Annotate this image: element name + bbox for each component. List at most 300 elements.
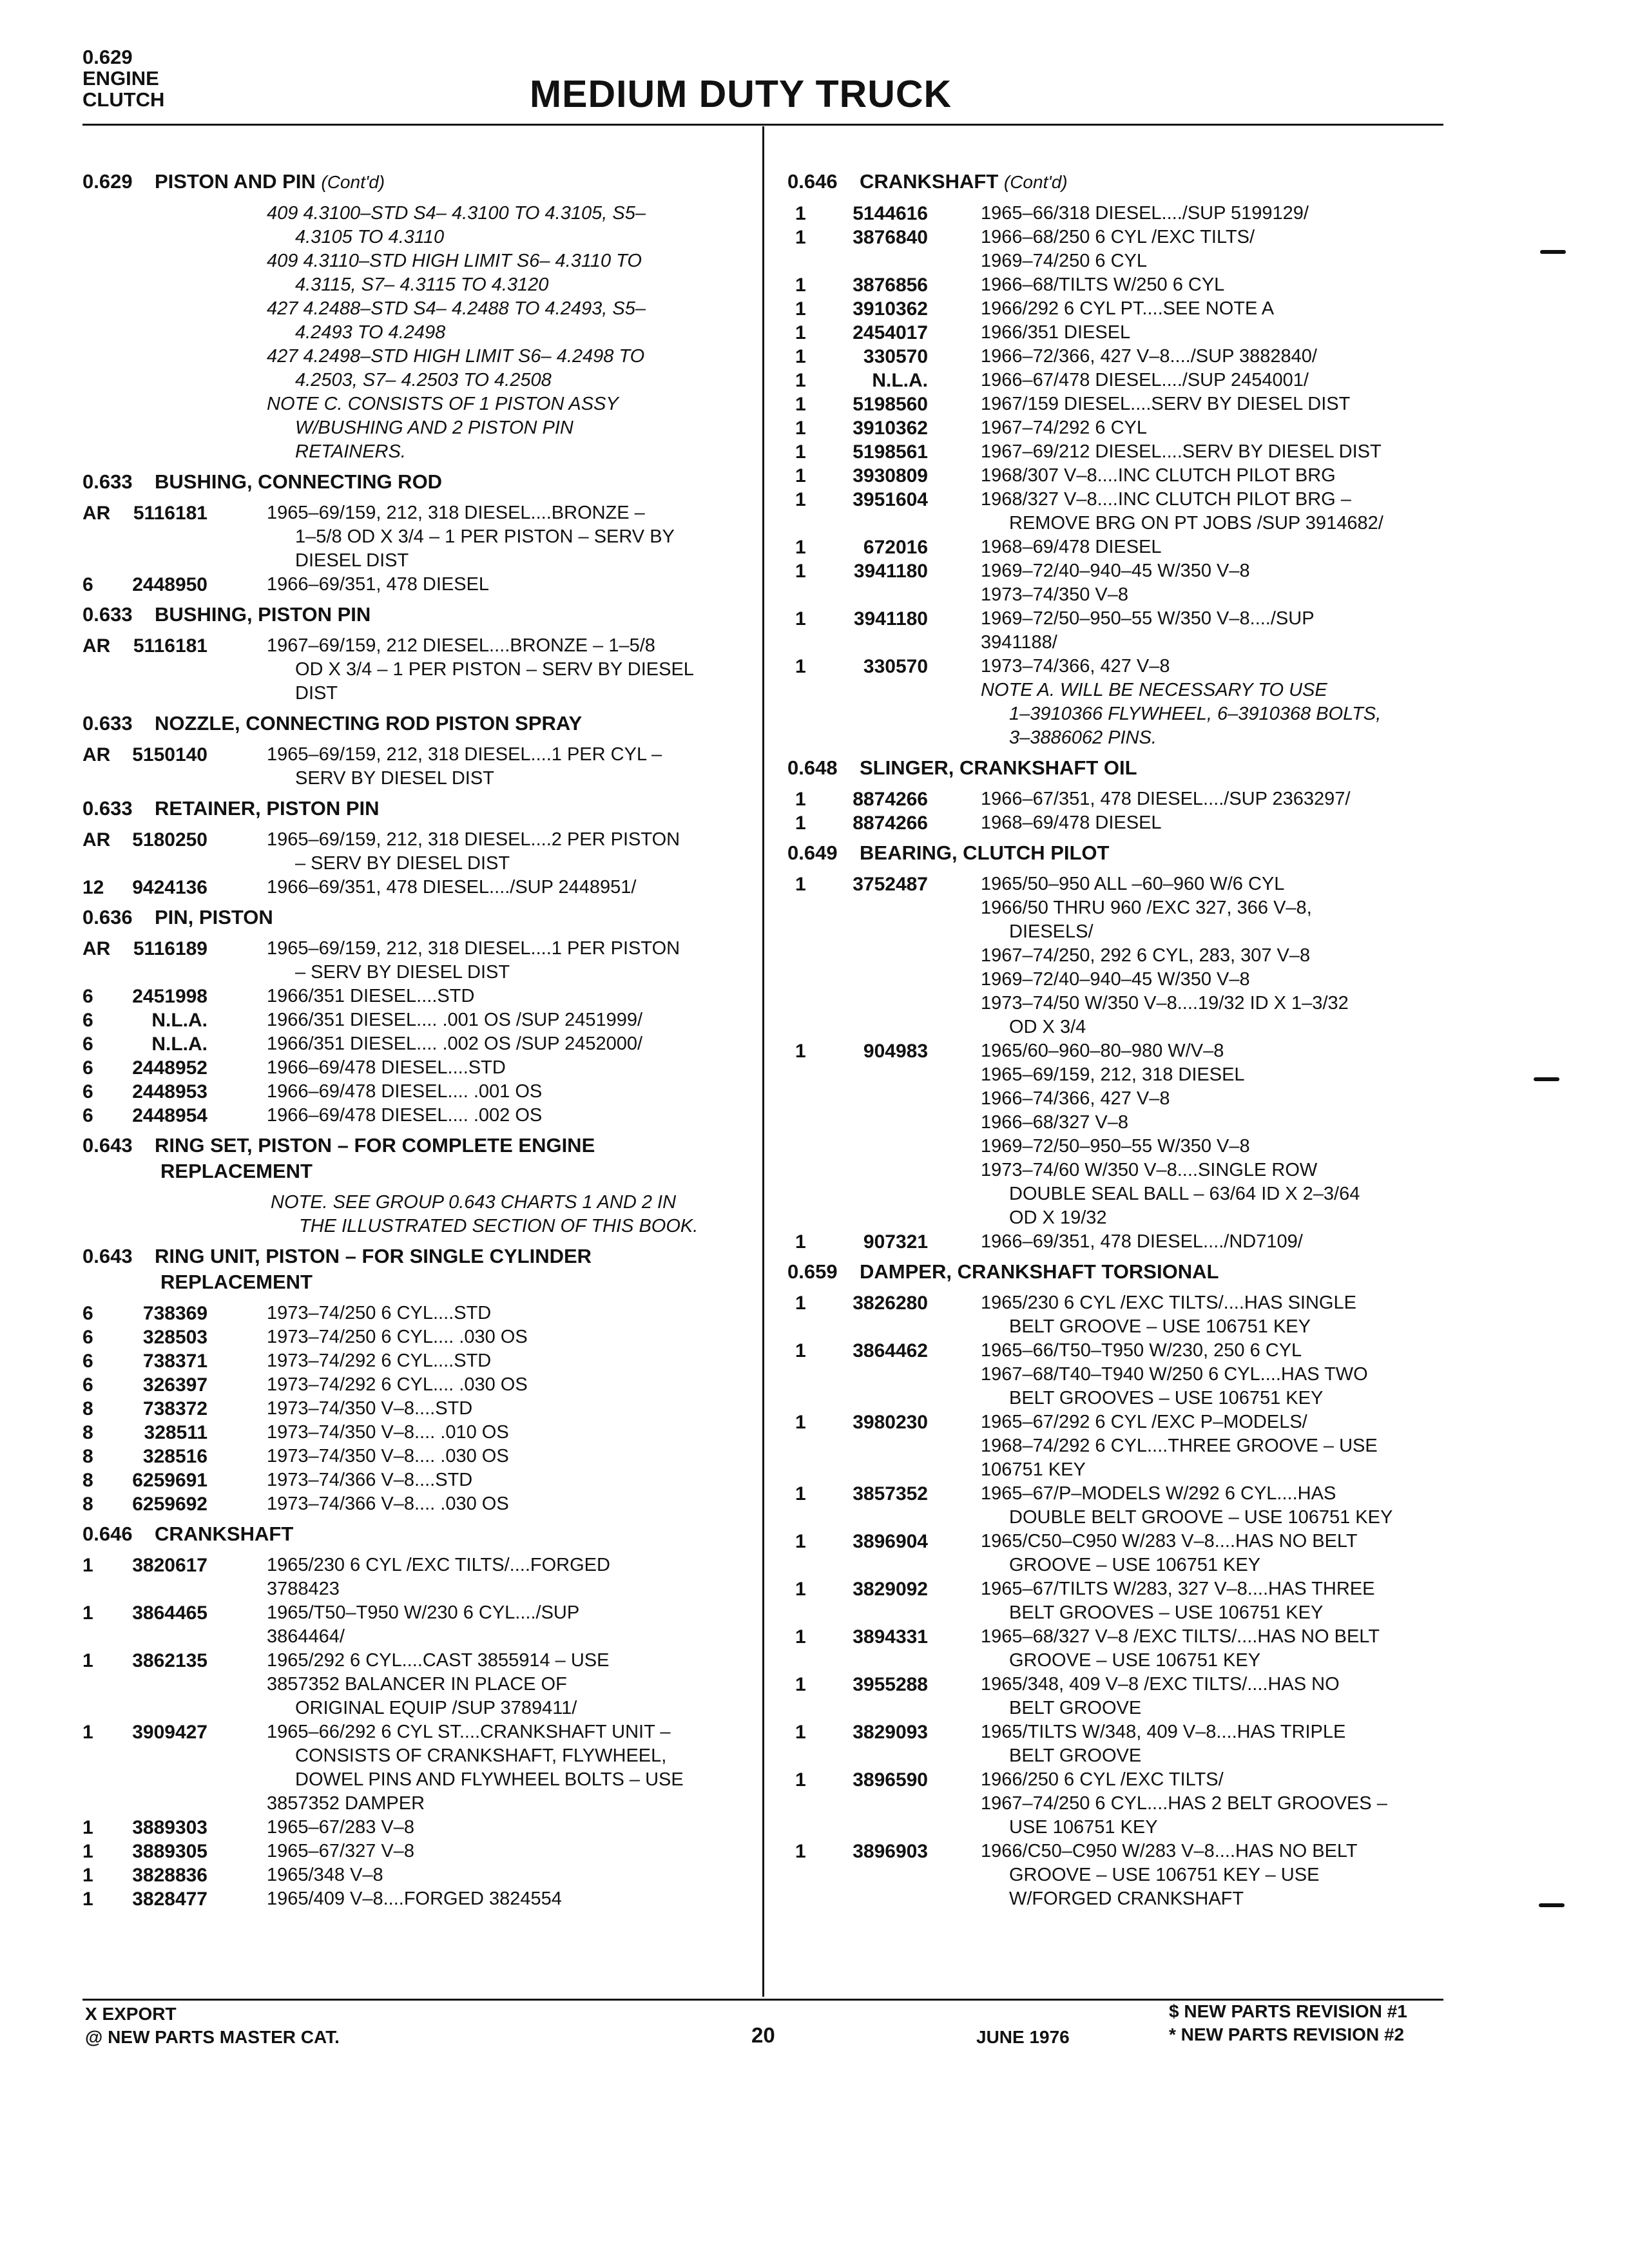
margin-mark — [1539, 1903, 1565, 1907]
part-number: 3820617 — [132, 1555, 207, 1576]
part-description — [981, 464, 1445, 488]
part-entry — [82, 1008, 740, 1032]
part-entry — [787, 321, 1445, 345]
part-description — [981, 1410, 1445, 1482]
part-description — [267, 1008, 740, 1032]
part-number: 9424136 — [132, 877, 207, 898]
description-line: 1965/TILTS W/348, 409 V–8....HAS TRIPLE — [981, 1722, 1346, 1742]
part-entry — [82, 1080, 740, 1104]
part-entry — [82, 743, 740, 791]
part-description — [981, 1039, 1445, 1230]
description-line: 1969–74/250 6 CYL — [981, 251, 1147, 271]
part-number: 5198561 — [853, 441, 928, 463]
part-quantity: 1 — [795, 1579, 806, 1600]
header-group: ENGINE — [82, 67, 159, 90]
part-entry — [787, 1291, 1445, 1339]
part-quantity: 1 — [795, 1722, 806, 1743]
description-line: 1966–67/351, 478 DIESEL..../SUP 2363297/ — [981, 789, 1351, 809]
description-line: 1973–74/292 6 CYL.... .030 OS — [267, 1374, 528, 1395]
note-line: 3–3886062 PINS. — [1009, 727, 1157, 748]
part-quantity: AR — [82, 744, 111, 765]
part-quantity: 6 — [82, 986, 93, 1007]
section-heading — [82, 169, 740, 195]
part-quantity: 1 — [82, 1650, 93, 1671]
part-quantity: 6 — [82, 1374, 93, 1396]
description-line: 1966–69/478 DIESEL.... .002 OS — [267, 1105, 543, 1126]
part-number: 3910362 — [853, 298, 928, 320]
description-line: 1973–74/350 V–8 — [981, 584, 1128, 605]
description-line: 1973–74/250 6 CYL.... .030 OS — [267, 1327, 528, 1347]
part-description — [267, 1056, 740, 1080]
part-description — [267, 1325, 740, 1349]
part-quantity: 1 — [82, 1817, 93, 1838]
section-heading — [82, 1244, 740, 1295]
part-number: 3826280 — [853, 1293, 928, 1314]
section-heading — [82, 905, 740, 930]
part-quantity: 1 — [795, 274, 806, 296]
part-number: 5198560 — [853, 394, 928, 415]
section-code: 0.646 — [82, 1523, 133, 1545]
part-description — [267, 634, 740, 706]
description-line: 1968–69/478 DIESEL — [981, 537, 1162, 557]
part-number: 3910362 — [853, 418, 928, 439]
part-entry — [82, 1863, 740, 1887]
part-number: 330570 — [863, 656, 928, 677]
description-line: DOWEL PINS AND FLYWHEEL BOLTS – USE — [295, 1769, 684, 1790]
description-line: 1968/307 V–8....INC CLUTCH PILOT BRG — [981, 465, 1336, 486]
part-entry — [787, 872, 1445, 1039]
part-entry — [787, 202, 1445, 226]
section-suffix: (Cont'd) — [1003, 172, 1068, 192]
part-entry — [82, 501, 740, 573]
part-quantity: 1 — [795, 874, 806, 895]
part-quantity: 1 — [795, 1340, 806, 1361]
section-code: 0.633 — [82, 603, 133, 626]
description-line: 1966/292 6 CYL PT....SEE NOTE A — [981, 298, 1275, 319]
description-line: 1969–72/50–950–55 W/350 V–8..../SUP — [981, 608, 1315, 629]
description-line: 1966–72/366, 427 V–8..../SUP 3882840/ — [981, 346, 1317, 367]
part-description — [267, 1816, 740, 1840]
description-line: 1965/50–950 ALL –60–960 W/6 CYL — [981, 874, 1285, 894]
section-title: RETAINER, PISTON PIN — [155, 797, 380, 820]
part-description — [981, 1230, 1445, 1254]
description-line: BELT GROOVE — [1009, 1745, 1142, 1766]
description-line: 1965–69/159, 212, 318 DIESEL — [981, 1064, 1245, 1085]
description-line: CONSISTS OF CRANKSHAFT, FLYWHEEL, — [295, 1745, 667, 1766]
section-code: 0.629 — [82, 170, 133, 193]
part-description — [981, 1577, 1445, 1625]
part-entry — [787, 464, 1445, 488]
description-line: 1966–67/478 DIESEL..../SUP 2454001/ — [981, 370, 1309, 390]
description-line: 1965/409 V–8....FORGED 3824554 — [267, 1888, 562, 1909]
description-line: 1965–67/292 6 CYL /EXC P–MODELS/ — [981, 1412, 1307, 1432]
part-description — [981, 607, 1445, 655]
part-entry — [787, 345, 1445, 369]
part-entry — [787, 1625, 1445, 1673]
part-number: 3876840 — [853, 227, 928, 248]
description-line: 1968–69/478 DIESEL — [981, 812, 1162, 833]
part-description — [267, 937, 740, 985]
description-line: BELT GROOVES – USE 106751 KEY — [1009, 1602, 1324, 1623]
part-entry — [787, 1482, 1445, 1530]
part-entry — [787, 655, 1445, 678]
description-line: GROOVE – USE 106751 KEY – USE — [1009, 1865, 1320, 1885]
part-description — [267, 1840, 740, 1863]
description-line: 1967–69/159, 212 DIESEL....BRONZE – 1–5/8 — [267, 635, 655, 656]
description-line: 1968/327 V–8....INC CLUTCH PILOT BRG – — [981, 489, 1351, 510]
part-description — [267, 1349, 740, 1373]
footer-legend-revision-2: * NEW PARTS REVISION #2 — [1169, 2024, 1405, 2044]
part-quantity: 1 — [795, 1041, 806, 1062]
part-entry — [82, 634, 740, 706]
part-number: 3951604 — [853, 489, 928, 510]
section-title: CRANKSHAFT — [155, 1523, 294, 1545]
description-line: 1969–72/50–950–55 W/350 V–8 — [981, 1136, 1250, 1157]
section-title: PISTON AND PIN — [155, 170, 316, 193]
part-entry — [787, 787, 1445, 811]
part-entry — [82, 1302, 740, 1325]
part-entry — [787, 1577, 1445, 1625]
part-description — [981, 787, 1445, 811]
part-number: 3889305 — [132, 1841, 207, 1862]
part-quantity: 1 — [795, 608, 806, 629]
footer-legend-revision-1: $ NEW PARTS REVISION #1 — [1169, 2001, 1407, 2021]
part-number: 3828477 — [132, 1888, 207, 1910]
part-description — [267, 1302, 740, 1325]
part-entry — [82, 1445, 740, 1468]
part-quantity: 8 — [82, 1398, 93, 1419]
header-code: 0.629 — [82, 46, 133, 68]
part-quantity: 6 — [82, 1057, 93, 1079]
description-line: OD X 19/32 — [1009, 1207, 1107, 1228]
section-heading — [82, 469, 740, 495]
section-title: NOZZLE, CONNECTING ROD PISTON SPRAY — [155, 712, 583, 735]
part-entry — [82, 828, 740, 876]
description-line: 1965/60–960–80–980 W/V–8 — [981, 1041, 1224, 1061]
part-quantity: 1 — [82, 1555, 93, 1576]
description-line: 1973–74/366, 427 V–8 — [981, 656, 1170, 677]
part-entry — [787, 1768, 1445, 1840]
description-line: 1973–74/50 W/350 V–8....19/32 ID X 1–3/32 — [981, 993, 1349, 1014]
part-description — [981, 416, 1445, 440]
description-line: 1966–69/351, 478 DIESEL..../SUP 2448951/ — [267, 877, 637, 898]
part-quantity: 1 — [795, 1531, 806, 1552]
section-heading — [82, 1521, 740, 1547]
part-description — [267, 1104, 740, 1128]
part-description — [267, 743, 740, 791]
section-heading — [82, 602, 740, 628]
part-quantity: 1 — [795, 322, 806, 343]
part-quantity: 1 — [82, 1602, 93, 1624]
description-line: 1965/230 6 CYL /EXC TILTS/....HAS SINGLE — [981, 1293, 1356, 1313]
description-line: 1965–69/159, 212, 318 DIESEL....2 PER PISTON — [267, 829, 680, 850]
description-line: 1965–66/T50–T950 W/230, 250 6 CYL — [981, 1340, 1302, 1361]
part-entry — [82, 1601, 740, 1649]
description-line: 1965–69/159, 212, 318 DIESEL....1 PER CYL – — [267, 744, 662, 765]
section-title: BUSHING, CONNECTING ROD — [155, 470, 443, 493]
description-line: W/FORGED CRANKSHAFT — [1009, 1888, 1244, 1909]
part-quantity: 6 — [82, 1033, 93, 1055]
section-code: 0.636 — [82, 906, 133, 928]
part-number: 3752487 — [853, 874, 928, 895]
description-line: GROOVE – USE 106751 KEY — [1009, 1555, 1261, 1575]
part-quantity: 1 — [795, 203, 806, 224]
part-number: 3829092 — [853, 1579, 928, 1600]
part-quantity: 1 — [82, 1841, 93, 1862]
description-line: 1966/351 DIESEL.... .001 OS /SUP 2451999/ — [267, 1010, 643, 1030]
section-heading — [82, 1133, 740, 1184]
description-line: 1966/50 THRU 960 /EXC 327, 366 V–8, — [981, 898, 1312, 918]
part-number: 3829093 — [853, 1722, 928, 1743]
part-quantity: 6 — [82, 1105, 93, 1126]
part-description — [981, 811, 1445, 835]
margin-mark — [1534, 1077, 1559, 1081]
description-line: 1966–69/478 DIESEL.... .001 OS — [267, 1081, 543, 1102]
description-line: 3788423 — [267, 1579, 340, 1599]
description-line: 3857352 BALANCER IN PLACE OF — [267, 1674, 567, 1695]
part-number: 5116181 — [133, 635, 207, 657]
description-line: 1965/C50–C950 W/283 V–8....HAS NO BELT — [981, 1531, 1358, 1552]
part-quantity: 1 — [795, 1483, 806, 1504]
part-entry — [787, 392, 1445, 416]
part-entry — [787, 1720, 1445, 1768]
column-divider — [762, 126, 764, 1997]
note-line: 409 4.3100–STD S4– 4.3100 TO 4.3105, S5– — [267, 203, 646, 224]
part-number: 6259692 — [132, 1494, 207, 1515]
part-description — [267, 1720, 740, 1816]
part-entry — [82, 1468, 740, 1492]
part-description — [981, 1339, 1445, 1410]
description-line: 1965/348, 409 V–8 /EXC TILTS/....HAS NO — [981, 1674, 1340, 1695]
description-line: 1965–67/283 V–8 — [267, 1817, 414, 1838]
section-title-continued: REPLACEMENT — [160, 1271, 313, 1293]
description-line: 1967–74/250, 292 6 CYL, 283, 307 V–8 — [981, 945, 1311, 966]
part-number: 3864462 — [853, 1340, 928, 1361]
left-column — [82, 164, 740, 1911]
part-entry — [82, 1397, 740, 1421]
description-line: BELT GROOVE — [1009, 1698, 1142, 1718]
part-description — [981, 1768, 1445, 1840]
part-quantity: 6 — [82, 574, 93, 595]
description-line: 1966–68/TILTS W/250 6 CYL — [981, 274, 1225, 295]
part-number: 3941180 — [853, 561, 928, 582]
section-heading — [787, 1259, 1445, 1285]
part-quantity: 6 — [82, 1010, 93, 1031]
part-quantity: AR — [82, 938, 111, 959]
part-description — [981, 535, 1445, 559]
part-description — [267, 1373, 740, 1397]
section-code: 0.643 — [82, 1134, 133, 1157]
part-number: 330570 — [863, 346, 928, 367]
part-description — [981, 202, 1445, 226]
description-line: 1965–67/P–MODELS W/292 6 CYL....HAS — [981, 1483, 1336, 1504]
part-entry — [787, 1840, 1445, 1911]
part-description — [981, 1720, 1445, 1768]
part-entry — [82, 1887, 740, 1911]
note-line: NOTE. SEE GROUP 0.643 CHARTS 1 AND 2 IN — [271, 1192, 677, 1213]
spec-note — [267, 202, 740, 464]
description-line: 1966/250 6 CYL /EXC TILTS/ — [981, 1769, 1224, 1790]
part-quantity: 1 — [82, 1722, 93, 1743]
part-description — [267, 1468, 740, 1492]
part-quantity: 1 — [795, 789, 806, 810]
part-quantity: 6 — [82, 1327, 93, 1348]
part-entry — [787, 535, 1445, 559]
description-line: 1965–66/318 DIESEL..../SUP 5199129/ — [981, 203, 1309, 224]
part-entry — [82, 876, 740, 899]
section-heading — [82, 711, 740, 736]
part-description — [267, 1863, 740, 1887]
description-line: DOUBLE BELT GROOVE – USE 106751 KEY — [1009, 1507, 1393, 1528]
section-heading — [82, 796, 740, 822]
part-quantity: 1 — [795, 1769, 806, 1791]
description-line: 1973–74/292 6 CYL....STD — [267, 1350, 492, 1371]
footer-date: JUNE 1976 — [976, 2027, 1070, 2047]
part-number: 328503 — [142, 1327, 207, 1348]
section-suffix: (Cont'd) — [321, 172, 385, 192]
part-number: 5116181 — [133, 503, 207, 524]
part-quantity: 1 — [795, 1231, 806, 1253]
description-line: DIESELS/ — [1009, 921, 1094, 942]
description-line: 1968–74/292 6 CYL....THREE GROOVE – USE — [981, 1436, 1378, 1456]
part-description — [981, 1482, 1445, 1530]
part-number: 5150140 — [132, 744, 207, 765]
description-line: 1966/C50–C950 W/283 V–8....HAS NO BELT — [981, 1841, 1358, 1861]
part-number: 738372 — [142, 1398, 207, 1419]
part-quantity: AR — [82, 829, 111, 850]
description-line: GROOVE – USE 106751 KEY — [1009, 1650, 1261, 1671]
part-number: 8874266 — [853, 812, 928, 834]
header-subgroup: CLUTCH — [82, 88, 165, 111]
part-number: N.L.A. — [872, 370, 928, 391]
section-heading — [787, 755, 1445, 781]
part-number: 672016 — [863, 537, 928, 558]
section-title: SLINGER, CRANKSHAFT OIL — [860, 756, 1137, 779]
part-number: 907321 — [863, 1231, 928, 1253]
header-code-block — [82, 46, 164, 110]
part-description — [981, 1530, 1445, 1577]
description-line: – SERV BY DIESEL DIST — [295, 853, 510, 874]
description-line: 1973–74/366 V–8....STD — [267, 1470, 473, 1490]
description-line: 1965–69/159, 212, 318 DIESEL....1 PER PISTON — [267, 938, 680, 959]
section-code: 0.646 — [787, 170, 838, 193]
part-number: 328516 — [142, 1446, 207, 1467]
part-entry — [787, 440, 1445, 464]
part-quantity: 8 — [82, 1422, 93, 1443]
spec-note — [981, 678, 1445, 750]
part-number: 3909427 — [132, 1722, 207, 1743]
part-entry — [787, 226, 1445, 273]
part-description — [981, 1840, 1445, 1911]
part-description — [267, 573, 740, 597]
description-line: 1966–69/478 DIESEL....STD — [267, 1057, 506, 1078]
section-title: BUSHING, PISTON PIN — [155, 603, 371, 626]
description-line: 1967–74/292 6 CYL — [981, 418, 1147, 438]
description-line: 1973–74/250 6 CYL....STD — [267, 1303, 492, 1323]
part-quantity: 1 — [795, 812, 806, 834]
description-line: 1966–69/351, 478 DIESEL..../ND7109/ — [981, 1231, 1303, 1252]
description-line: 3857352 DAMPER — [267, 1793, 425, 1814]
description-line: DOUBLE SEAL BALL – 63/64 ID X 2–3/64 — [1009, 1184, 1360, 1204]
part-description — [981, 226, 1445, 273]
part-description — [981, 488, 1445, 535]
part-quantity: 1 — [795, 370, 806, 391]
part-description — [267, 1492, 740, 1516]
page-number: 20 — [751, 2023, 775, 2047]
part-description — [267, 1397, 740, 1421]
section-title: RING UNIT, PISTON – FOR SINGLE CYLINDER — [155, 1245, 592, 1267]
description-line: BELT GROOVE – USE 106751 KEY — [1009, 1316, 1311, 1337]
part-entry — [82, 1649, 740, 1720]
section-title: RING SET, PISTON – FOR COMPLETE ENGINE — [155, 1134, 595, 1157]
part-quantity: 8 — [82, 1470, 93, 1491]
part-number: 6259691 — [132, 1470, 207, 1491]
part-entry — [787, 1230, 1445, 1254]
note-line: 427 4.2488–STD S4– 4.2488 TO 4.2493, S5– — [267, 298, 646, 319]
description-line: 1965–68/327 V–8 /EXC TILTS/....HAS NO BELT — [981, 1626, 1380, 1647]
note-line: 4.3115, S7– 4.3115 TO 4.3120 — [295, 274, 549, 295]
description-line: 1966/351 DIESEL.... .002 OS /SUP 2452000/ — [267, 1033, 643, 1054]
part-entry — [787, 607, 1445, 655]
section-code: 0.659 — [787, 1260, 838, 1283]
part-quantity: 1 — [795, 227, 806, 248]
section-title: DAMPER, CRANKSHAFT TORSIONAL — [860, 1260, 1219, 1283]
part-entry — [82, 1056, 740, 1080]
part-description — [981, 440, 1445, 464]
description-line: 1969–72/40–940–45 W/350 V–8 — [981, 561, 1250, 581]
page-title: MEDIUM DUTY TRUCK — [530, 73, 952, 115]
part-quantity: AR — [82, 503, 111, 524]
part-number: 3896904 — [853, 1531, 928, 1552]
section-heading — [787, 840, 1445, 866]
description-line: 1–5/8 OD X 3/4 – 1 PER PISTON – SERV BY — [295, 526, 675, 547]
description-line: 106751 KEY — [981, 1459, 1086, 1480]
part-entry — [787, 488, 1445, 535]
description-line: 1965–67/TILTS W/283, 327 V–8....HAS THREE — [981, 1579, 1375, 1599]
part-description — [267, 1887, 740, 1911]
description-line: 1965–67/327 V–8 — [267, 1841, 414, 1861]
description-line: 1966/351 DIESEL....STD — [267, 986, 475, 1006]
part-number: 3862135 — [132, 1650, 207, 1671]
part-description — [981, 273, 1445, 297]
description-line: 1966–68/327 V–8 — [981, 1112, 1128, 1133]
part-number: 2451998 — [132, 986, 207, 1007]
part-entry — [787, 369, 1445, 392]
description-line: 1967–74/250 6 CYL....HAS 2 BELT GROOVES – — [981, 1793, 1387, 1814]
part-number: 3828836 — [132, 1865, 207, 1886]
part-quantity: 1 — [82, 1865, 93, 1886]
part-number: 5144616 — [853, 203, 928, 224]
part-quantity: 12 — [82, 877, 104, 898]
part-description — [981, 321, 1445, 345]
part-entry — [82, 1492, 740, 1516]
note-line: 4.3105 TO 4.3110 — [295, 227, 445, 247]
note-line: 4.2493 TO 4.2498 — [295, 322, 446, 343]
part-quantity: 1 — [795, 1412, 806, 1433]
part-description — [981, 1625, 1445, 1673]
description-line: 1965/230 6 CYL /EXC TILTS/....FORGED — [267, 1555, 610, 1575]
description-line: 3864464/ — [267, 1626, 345, 1647]
part-description — [267, 1445, 740, 1468]
part-number: 3930809 — [853, 465, 928, 486]
section-title: PIN, PISTON — [155, 906, 273, 928]
part-description — [981, 655, 1445, 678]
footer-legend-export: X EXPORT — [85, 2004, 177, 2024]
part-quantity: 1 — [795, 465, 806, 486]
part-description — [981, 345, 1445, 369]
part-entry — [82, 1104, 740, 1128]
part-description — [981, 872, 1445, 1039]
